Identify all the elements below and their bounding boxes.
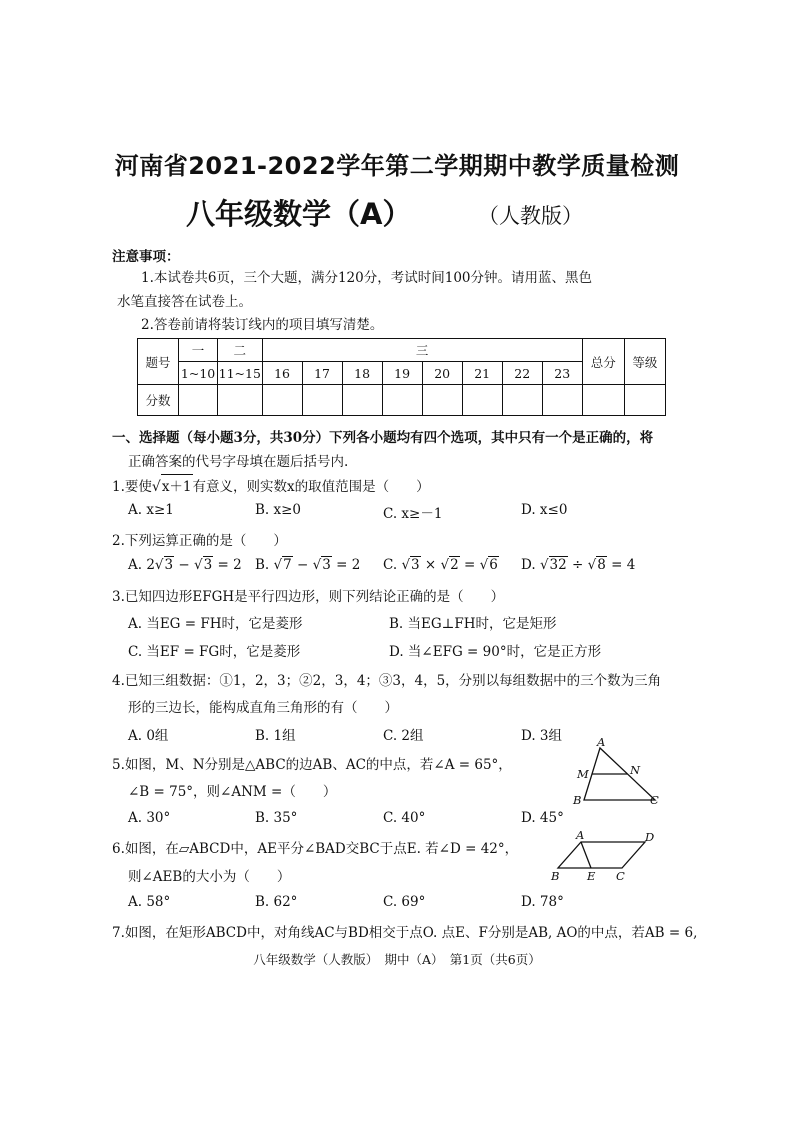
q6-option-d[interactable]: D. 78° [521,894,564,910]
q-number-cell: 19 [382,362,422,385]
score-blank-cell[interactable] [624,385,665,416]
score-blank-cell[interactable] [262,385,302,416]
q-number-cell: 20 [422,362,462,385]
q1-option-c[interactable]: C. x≥－1 [383,506,443,522]
q6-stem-line1: 6.如图，在▱ABCD中，AE平分∠BAD交BC于点E. 若∠D = 42°， [112,841,519,857]
score-blank-cell[interactable] [422,385,462,416]
q5-option-a[interactable]: A. 30° [128,810,171,826]
q5-stem-line1: 5.如图，M、N分别是△ABC的边AB、AC的中点，若∠A = 65°， [112,757,512,773]
label-b: B [573,793,582,807]
section1-header: 一 [179,339,218,362]
label-a: A [576,828,585,842]
q4-option-a[interactable]: A. 0组 [128,728,169,744]
q-number-cell: 18 [342,362,382,385]
score-blank-cell[interactable] [542,385,582,416]
q6-parallelogram-figure [548,830,663,885]
segment-ae [581,842,591,868]
label-n: N [630,763,641,777]
parallelogram-abcd [558,842,645,868]
section3-header: 三 [262,339,582,362]
q5-option-d[interactable]: D. 45° [521,810,564,826]
section1-instructions-line2: 正确答案的代号字母填在题后括号内. [128,454,349,470]
score-blank-cell[interactable] [342,385,382,416]
q5-triangle-figure [570,735,670,808]
q6-option-b[interactable]: B. 62° [255,894,298,910]
label-b: B [551,869,560,883]
q4-option-c[interactable]: C. 2组 [383,728,424,744]
score-blank-cell[interactable] [462,385,502,416]
q-number-cell: 22 [502,362,542,385]
q5-option-b[interactable]: B. 35° [255,810,298,826]
q2-option-a[interactable]: A. 2√3 − √3 = 2 [128,557,242,573]
score-label-cell: 分数 [138,385,179,416]
row-label-cell: 题号 [138,339,179,385]
q1-option-b[interactable]: B. x≥0 [255,502,302,518]
q3-option-b[interactable]: B. 当EG⊥FH时，它是矩形 [389,616,557,632]
q1-option-a[interactable]: A. x≥1 [128,502,174,518]
exam-edition: （人教版） [478,204,583,228]
q-number-cell: 23 [542,362,582,385]
q1-option-d[interactable]: D. x≤0 [521,502,568,518]
grade-label-cell: 等级 [624,339,665,385]
q1-stem: 1.要使√x＋1有意义，则实数x的取值范围是（ ） [112,474,430,495]
score-blank-cell[interactable] [382,385,422,416]
q2-option-b[interactable]: B. √7 − √3 = 2 [255,557,361,573]
label-c: C [616,869,625,883]
page-footer: 八年级数学（人教版） 期中（A） 第1页（共6页） [253,952,541,967]
q2-option-c[interactable]: C. √3 × √2 = √6 [383,557,498,573]
q3-stem: 3.已知四边形EFGH是平行四边形，则下列结论正确的是（ ） [112,589,505,605]
q4-stem-line2: 形的三边长，能构成直角三角形的有（ ） [128,700,398,716]
notice-heading: 注意事项： [112,249,180,265]
score-blank-cell[interactable] [302,385,342,416]
label-a: A [597,735,606,749]
score-table [137,338,666,416]
q4-stem-line1: 4.已知三组数据：①1，2，3；②2，3，4；③3，4，5，分别以每组数据中的三个数为三角 [112,673,662,689]
q2-stem: 2.下列运算正确的是（ ） [112,533,287,549]
q2-option-d[interactable]: D. √32 ÷ √8 = 4 [521,557,636,573]
label-m: M [577,767,589,781]
total-label-cell: 总分 [582,339,624,385]
notice-item2: 2.答卷前请将装订线内的项目填写清楚。 [141,317,384,333]
q6-option-c[interactable]: C. 69° [383,894,426,910]
exam-title: 河南省2021-2022学年第二学期期中教学质量检测 [114,152,680,180]
q5-stem-line2: ∠B = 75°，则∠ANM =（ ） [128,784,337,800]
score-blank-cell[interactable] [218,385,262,416]
notice-item1-line1: 1.本试卷共6页，三个大题，满分120分，考试时间100分钟。请用蓝、黑色 [141,270,593,286]
q3-option-d[interactable]: D. 当∠EFG = 90°时，它是正方形 [389,644,602,660]
notice-item1-line2: 水笔直接答在试卷上。 [117,294,252,310]
section2-header: 二 [218,339,262,362]
q-number-cell: 21 [462,362,502,385]
q7-stem-line1: 7.如图，在矩形ABCD中，对角线AC与BD相交于点O. 点E、F分别是AB, AO的中点，若AB = 6, [112,925,698,941]
q5-option-c[interactable]: C. 40° [383,810,426,826]
q-number-cell: 16 [262,362,302,385]
q6-stem-line2: 则∠AEB的大小为（ ） [128,869,291,885]
label-d: D [645,830,655,844]
section1-range: 1~10 [179,362,218,385]
score-blank-cell[interactable] [582,385,624,416]
q-number-cell: 17 [302,362,342,385]
q3-option-a[interactable]: A. 当EG = FH时，它是菱形 [128,616,303,632]
section2-range: 11~15 [218,362,262,385]
q4-option-b[interactable]: B. 1组 [255,728,296,744]
q3-option-c[interactable]: C. 当EF = FG时，它是菱形 [128,644,301,660]
section1-instructions-line1: 一、选择题（每小题3分，共30分）下列各小题均有四个选项，其中只有一个是正确的，将 [112,430,654,446]
label-c: C [650,793,659,807]
score-blank-cell[interactable] [179,385,218,416]
label-e: E [587,869,596,883]
score-blank-cell[interactable] [502,385,542,416]
exam-subtitle: 八年级数学（A） [186,197,412,231]
q6-option-a[interactable]: A. 58° [128,894,171,910]
q4-option-d[interactable]: D. 3组 [521,728,563,744]
